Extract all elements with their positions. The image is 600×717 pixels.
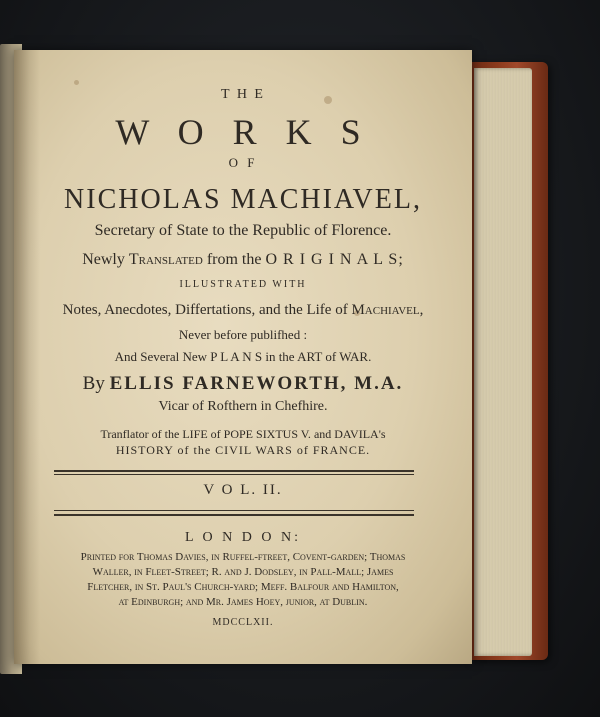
publication-year: MDCCLXII. — [212, 617, 274, 628]
author-name: NICHOLAS MACHIAVEL, — [64, 184, 422, 215]
translator-of-4: POPE SIXTUS V. — [223, 427, 311, 441]
translator-of-line — [14, 428, 472, 440]
heading-of: O F — [228, 155, 258, 170]
page-block-edge — [474, 68, 532, 656]
by-word: By — [82, 373, 105, 394]
imprint-line-1: Printed for Thomas Davies, in Ruffel-ftreet, Covent-garden; Thomas — [80, 551, 406, 563]
notes-text: Notes, Anecdotes, Differtations, and the Life of — [62, 302, 348, 318]
by-line — [14, 374, 472, 393]
translated-from: from the — [206, 251, 262, 268]
history-3: CIVIL WARS — [215, 443, 293, 457]
plans-part-5: of — [325, 349, 337, 364]
history-5: FRANCE. — [312, 443, 371, 457]
history-2: of the — [177, 443, 212, 457]
plans-part-4: ART — [297, 349, 323, 364]
heading-the: T H E — [221, 87, 265, 102]
history-4: of — [296, 443, 309, 457]
rule-lower-thin — [54, 510, 414, 511]
translated-line — [14, 252, 472, 268]
illustrated-line: ILLUSTRATED WITH — [179, 279, 307, 290]
plans-part-1: And Several New — [114, 349, 208, 364]
heading-works: W O R K S — [115, 112, 371, 152]
translator-of-2: LIFE — [182, 427, 208, 441]
city-london: L O N D O N: — [185, 530, 301, 545]
secretary-line: Secretary of State to the Republic of Florence. — [94, 222, 392, 239]
rule-upper-thin — [54, 474, 414, 475]
history-line — [14, 444, 472, 456]
imprint-line-3: Fletcher, in St. Paul's Church-yard; Meff. Balfour and Hamilton, — [87, 581, 399, 593]
notes-line — [14, 303, 472, 318]
translator-of-3: of — [210, 427, 221, 441]
rule-upper — [54, 470, 414, 472]
imprint-line-4: at Edinburgh; and Mr. James Hoey, junior, at Dublin. — [118, 596, 368, 608]
translator-of-6: DAVILA's — [334, 427, 386, 441]
translator-of-5: and — [313, 427, 332, 441]
plans-part-3: in the — [265, 349, 295, 364]
vicar-line: Vicar of Rofthern in Chefhire. — [158, 399, 328, 414]
foxing-spot — [74, 80, 79, 85]
history-1: HISTORY — [115, 443, 174, 457]
plans-line — [14, 350, 472, 363]
plans-part-2: P L A N S — [210, 349, 263, 364]
imprint-line-2: Waller, in Fleet-Street; R. and J. Dodsley, in Pall-Mall; James — [92, 566, 394, 578]
originals-word: O R I G I N A L S; — [265, 251, 404, 268]
plans-part-6: WAR. — [339, 349, 372, 364]
volume-number: V O L. II. — [203, 482, 283, 498]
translated-smallcaps: Translated — [128, 251, 203, 268]
notes-machiavel: Machiavel, — [351, 302, 424, 318]
translated-prefix: Newly — [82, 251, 125, 268]
translator-of-1: Tranflator of the — [100, 427, 180, 441]
never-published-line: Never before publifhed : — [178, 327, 308, 342]
translator-name: ELLIS FARNEWORTH, M.A. — [109, 373, 404, 394]
title-page — [14, 50, 472, 664]
rule-lower — [54, 514, 414, 516]
